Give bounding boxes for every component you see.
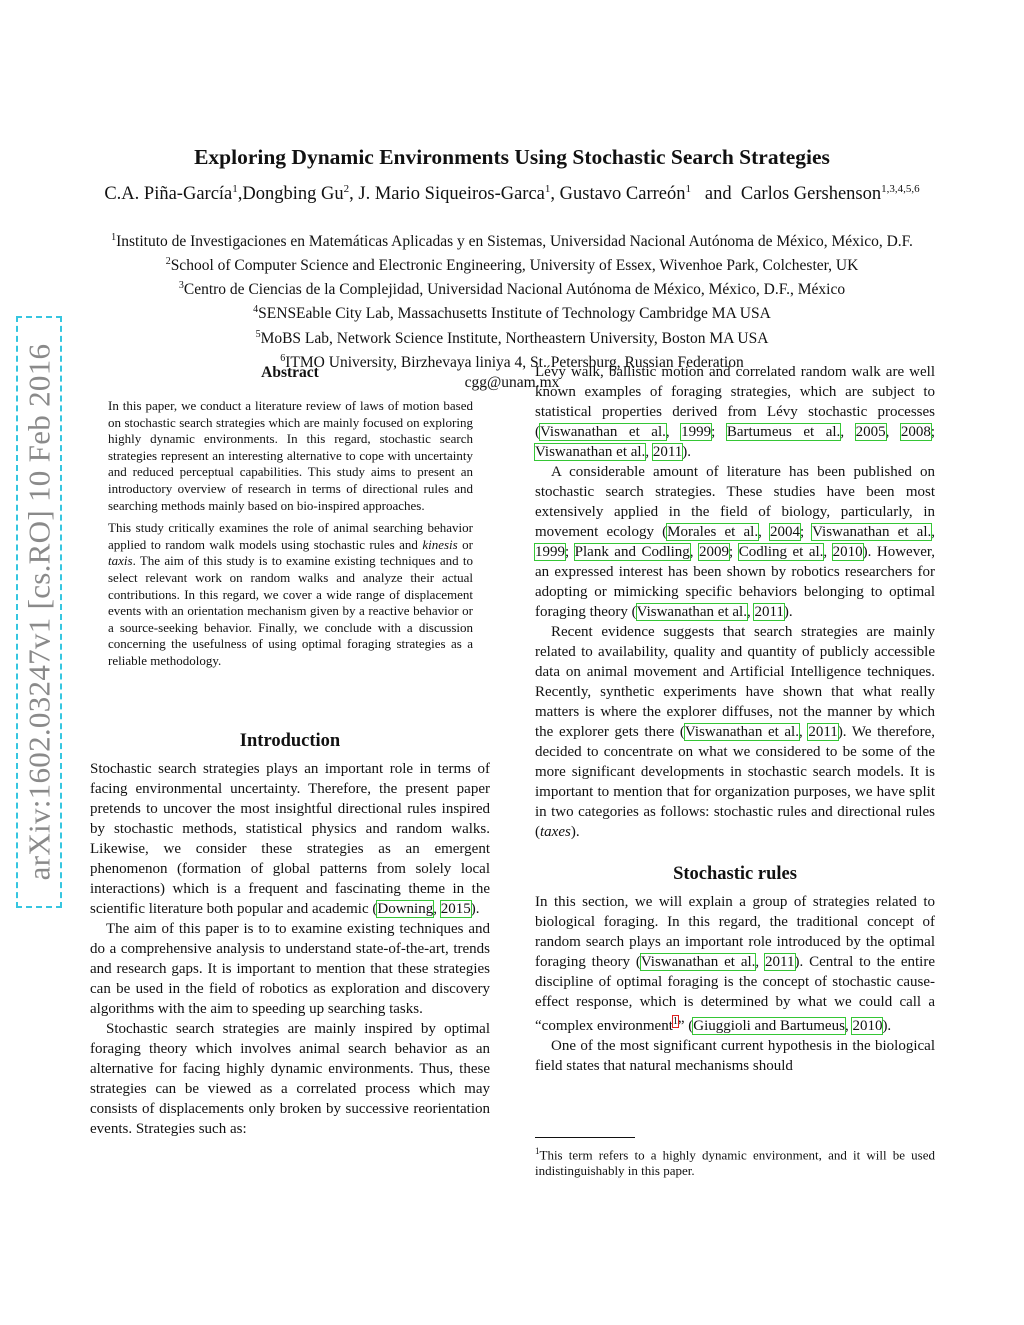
footnote-text: This term refers to a highly dynamic environment, and it will be used indistinguishably in this paper. xyxy=(535,1147,935,1179)
text-run: In this section, we will explain a group of strategies related to biological foraging. In this regard, the traditional concept of random search plays an important role introduced by the optimal foraging theory ( xyxy=(535,894,935,970)
text-run: Recent evidence suggests that search strategies are mainly related to availability, quality and quantity of publicly accessible data on animal movement and Artificial Intelligence techniques. Recently, synthetic experiments have shown that what really matters is where the explorer diffuses, not the manner by which the explorer gets there ( xyxy=(535,624,935,740)
affil-sup: 2 xyxy=(165,256,171,268)
author-name: Carlos Gershenson xyxy=(740,184,882,205)
affil-text: School of Computer Science and Electronic Engineering, University of Essex, Wivenhoe Park, Colchester, UK xyxy=(170,257,859,275)
body-paragraph: Recent evidence suggests that search strategies are mainly related to availability, quality and quantity of publicly accessible data on animal movement and Artificial Intelligence techniques. Recently, synthetic experiments have shown that what really matters is where the explorer diffuses, not the manner by which the explorer gets there (Viswanathan et al., 2011). We therefore, decided to concentrate on what we considered to be some of the more significant developments in stochastic search models. It is important to mention that for organization purposes, we have split in two categories as follows: stochastic rules and directional rules (taxes). xyxy=(535,624,936,840)
author-name: C.A. Piña-García xyxy=(104,184,233,205)
affil-text: MoBS Lab, Network Science Institute, Northeastern University, Boston MA USA xyxy=(260,329,769,347)
text-run: taxis xyxy=(108,553,133,569)
affil-text: Centro de Ciencias de la Complejidad, Universidad Nacional Autónoma de México, México, D.F., México xyxy=(183,281,846,299)
contact-email[interactable]: cgg@unam.mx xyxy=(464,373,560,391)
author-affil-sup: 1 xyxy=(544,183,551,195)
citation-link[interactable]: 2011 xyxy=(652,444,683,460)
text-run: ). xyxy=(682,444,692,460)
text-run: ). Central to the entire discipline of optimal foraging is the concept of stochastic cause-effect response, which is determined by what we could call a “complex environment xyxy=(535,954,935,1034)
affiliation-line xyxy=(0,252,1024,276)
footnote xyxy=(535,1143,935,1179)
citation-link[interactable]: Bartumeus et al. xyxy=(726,424,841,440)
citation-link[interactable]: Codling et al. xyxy=(738,544,824,560)
text-run: ). We therefore, decided to concentrate on what we considered to be some of the more significant developments in stochastic search models. It is important to mention that for organization purposes, we have split in two categories as follows: stochastic rules and directional rules ( xyxy=(535,724,936,840)
citation-link[interactable]: Viswanathan et al. xyxy=(535,444,646,460)
section-heading-introduction: Introduction xyxy=(239,731,341,751)
affiliation-line xyxy=(0,300,1024,324)
citation-link[interactable]: 2011 xyxy=(808,724,838,740)
text-run: A considerable amount of literature has been published on stochastic search strategies. These studies have been most extensively applied in the field of biology, particularly, in movement ecology ( xyxy=(535,464,935,540)
citation-link[interactable]: Viswanathan et al. xyxy=(640,954,756,970)
citation-link[interactable]: 2005 xyxy=(855,424,886,440)
affil-sup: 5 xyxy=(255,328,261,340)
citation-link[interactable]: 2009 xyxy=(699,544,730,560)
abstract-paragraph: In this paper, we conduct a literature review of laws of motion based on stochastic search strategies which are mainly focused on exploring highly dynamic environments. In this regard, stochastic search strategies represent an interesting alternative to cope with uncertainty and reduced perceptual capabilities. This study aims to present an introductory overview of research in terms of directional rules and searching methods mainly based on bio-inspired approaches. xyxy=(108,398,473,513)
footnote-rule xyxy=(535,1137,635,1138)
citation-link[interactable]: Giuggioli and Bartumeus xyxy=(693,1018,845,1034)
left-column xyxy=(90,759,490,1139)
text-run: ). xyxy=(570,824,580,840)
body-paragraph xyxy=(90,759,490,919)
citation-link[interactable]: Viswanathan et al. xyxy=(540,424,666,440)
author-name: ,Dongbing Gu xyxy=(237,184,344,205)
author-affil-sup: 1,3,4,5,6 xyxy=(881,183,920,195)
citation-link[interactable]: Morales et al. xyxy=(667,524,759,540)
text-run: ). xyxy=(783,604,793,620)
affil-sup: 6 xyxy=(280,352,286,364)
affiliation-line xyxy=(0,325,1024,349)
author-and: and xyxy=(704,184,732,205)
affiliation-line xyxy=(0,276,1024,300)
citation-link[interactable]: Viswanathan et al. xyxy=(684,724,799,740)
arxiv-stamp[interactable] xyxy=(16,316,62,908)
arxiv-stamp-text: arXiv:1602.03247v1 [cs.RO] 10 Feb 2016 xyxy=(21,343,57,881)
affil-text: ITMO University, Birzhevaya liniya 4, St. Petersburg, Russian Federation xyxy=(285,353,744,371)
abstract-body xyxy=(108,398,473,676)
text-run: or xyxy=(457,536,473,552)
footnote-ref-link[interactable]: 1 xyxy=(672,1016,678,1027)
body-paragraph: The aim of this paper is to to examine existing techniques and do a comprehensive analysis to understand state-of-the-art, trends and research gaps. It is important to mention that these strategies can be used in the field of robotics as exploration and discovery algorithms with the aim to speeding up searching tasks. xyxy=(90,921,490,1017)
citation-link[interactable]: Viswanathan et al. xyxy=(812,524,932,540)
author-name: , J. Mario Siqueiros-Garca xyxy=(349,184,545,205)
citation-link[interactable]: 2008 xyxy=(900,424,931,440)
citation-link[interactable]: 1999 xyxy=(535,544,565,560)
citation-link[interactable]: 1999 xyxy=(681,424,712,440)
text-run: taxes xyxy=(540,824,571,840)
body-paragraph: Lévy walk, ballistic motion and correlated random walk are well known examples of foraging strategies, which are subject to statistical properties derived from Lévy stochastic processes (Viswanathan et al., 1999; Bartumeus et al., 2005, 2008; Viswanathan et al., 2011). xyxy=(535,364,936,460)
affil-sup: 1 xyxy=(111,232,117,243)
body-paragraph: In this section, we will explain a group of strategies related to biological foraging. In this regard, the traditional concept of random search plays an important role introduced by the optimal foraging theory (Viswanathan et al., 2011). Central to the entire discipline of optimal foraging is the concept of stochastic cause-effect response, which is determined by what we could call a “complex environment$^1$” (Giuggioli and Bartumeus, 2010). xyxy=(535,894,935,1034)
abstract-paragraph xyxy=(108,520,473,669)
text-run: . The aim of this study is to examine existing techniques and to select relevant work on random walks and analyze their actual contributions. In this regard, we cover a wide range of displacement events with an orientation mechanism given by a reactive behavior or a source-seeking behavior. Finally, we conclude with a discussion concerning the usefulness of using optimal foraging strategies as a reliable methodology. xyxy=(108,553,473,668)
text-run: Lévy walk, ballistic motion and correlated random walk are well known examples of foraging strategies, which are subject to statistical properties derived from Lévy stochastic processes ( xyxy=(535,364,935,440)
text-run: This study critically examines the role of animal searching behavior applied to random walk models using stochastic rules and xyxy=(108,520,473,552)
affil-text: SENSEable City Lab, Massachusetts Institute of Technology Cambridge MA USA xyxy=(258,305,771,323)
text-run: ). xyxy=(882,1018,892,1034)
citation-link[interactable]: 2015 xyxy=(440,901,471,917)
citation-link[interactable]: Plank and Codling xyxy=(574,544,690,560)
citation-link[interactable]: 2011 xyxy=(765,954,795,970)
text-run: ). xyxy=(470,901,480,917)
author-affil-sup: 1 xyxy=(685,183,692,195)
paper-title: Exploring Dynamic Environments Using Stochastic Search Strategies xyxy=(194,145,830,169)
affiliation-line xyxy=(0,228,1024,252)
body-paragraph: One of the most significant current hypothesis in the biological field states that natural mechanisms should xyxy=(535,1038,935,1074)
text-run: kinesis xyxy=(422,536,458,552)
citation-link[interactable]: 2010 xyxy=(852,1018,883,1034)
citation-link[interactable]: 2011 xyxy=(754,604,784,620)
affil-sup: 3 xyxy=(178,280,184,292)
text-run: ” ( xyxy=(677,1018,694,1034)
citation-link[interactable]: 2010 xyxy=(832,544,863,560)
abstract-heading: Abstract xyxy=(261,364,319,381)
author-affil-sup: 1 xyxy=(232,183,238,195)
affil-text: Instituto de Investigaciones en Matemáticas Aplicadas y en Sistemas, Universidad Nacional Autónoma de México, México, D.F. xyxy=(116,233,913,251)
text-run: Stochastic search strategies plays an important role in terms of facing environmental uncertainty. Therefore, the present paper pretends to uncover the most insightful directional rules inspired by stochastic methods, statistical physics and random walks. Likewise, we consider these strategies as an emergent phenomenon (formation of global patterns from solely local interactions) which is a frequent and fascinating theme in the scientific literature both popular and academic ( xyxy=(90,761,490,917)
footnote-sup: 1 xyxy=(535,1146,540,1156)
affil-sup: 4 xyxy=(253,304,259,316)
right-column xyxy=(535,362,935,1076)
author-list xyxy=(0,183,1024,205)
text-run: ). However, an expressed interest has been shown by robotics researchers for adopting or mimicking specific behaviors belonging to optimal foraging theory ( xyxy=(535,544,935,620)
text-run: , xyxy=(433,901,441,917)
author-affil-sup: 2 xyxy=(343,183,350,195)
body-paragraph: Stochastic search strategies are mainly inspired by optimal foraging theory which involves animal search behavior as an alternative for facing highly dynamic environments. Thus, these strategies can be viewed as a correlated process which may consists of displacements only broken by successive reorientation events. Strategies such as: xyxy=(90,1021,490,1137)
citation-link[interactable]: Downing xyxy=(377,901,434,917)
citation-link[interactable]: 2004 xyxy=(770,524,801,540)
body-paragraph: A considerable amount of literature has been published on stochastic search strategies. These studies have been most extensively applied in the field of biology, particularly, in movement ecology (Morales et al., 2004; Viswanathan et al., 1999; Plank and Codling, 2009; Codling et al., 2010). However, an expressed interest has been shown by robotics researchers for adopting or mimicking specific behaviors belonging to optimal foraging theory (Viswanathan et al., 2011). xyxy=(535,464,936,620)
author-name: , Gustavo Carreón xyxy=(550,184,686,205)
citation-link[interactable]: Viswanathan et al. xyxy=(636,604,747,620)
section-heading-stochastic-rules: Stochastic rules xyxy=(673,864,797,884)
